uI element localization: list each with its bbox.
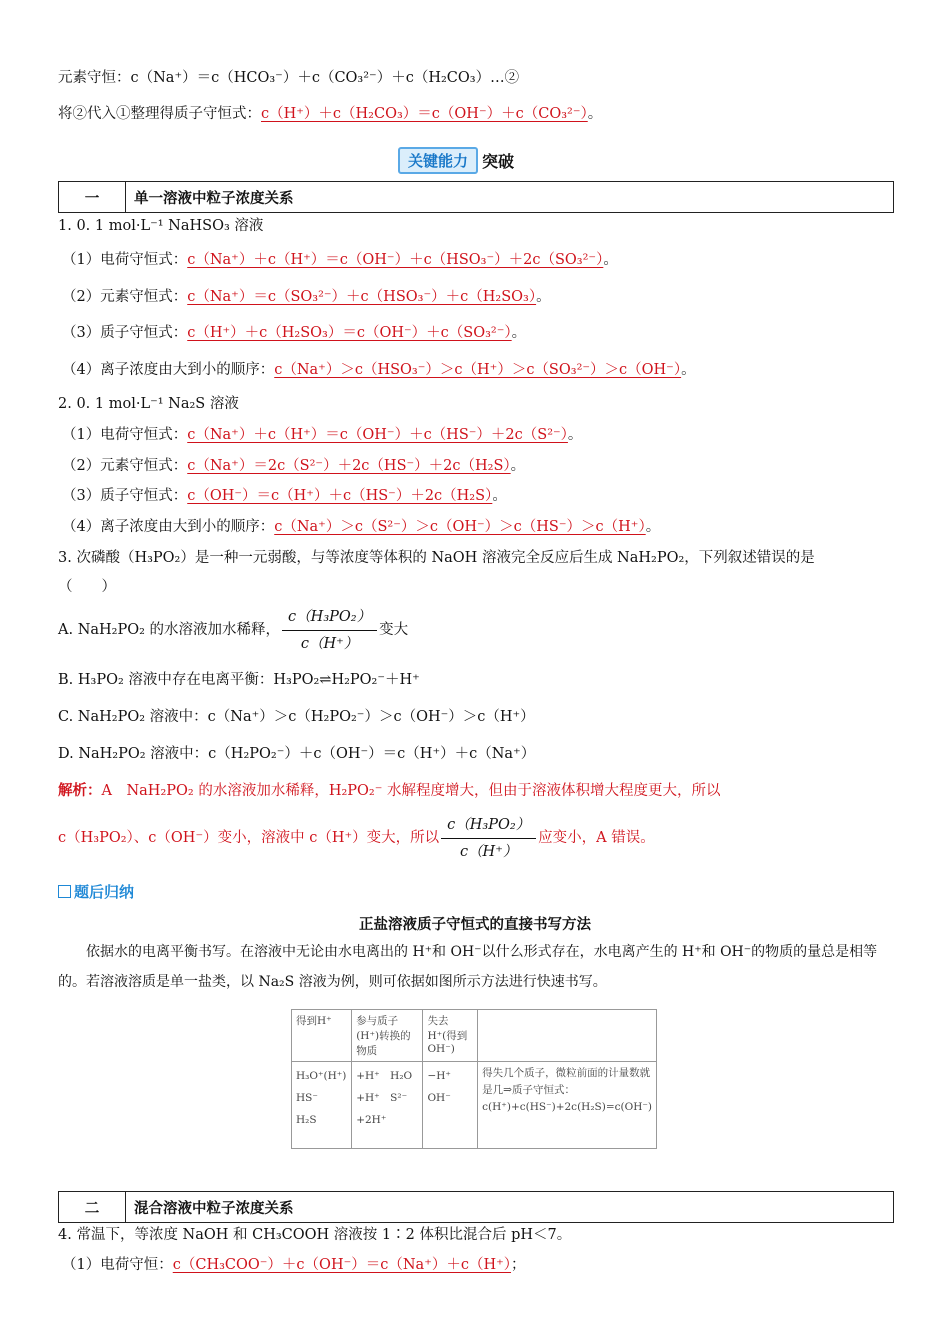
checkbox-icon [58, 885, 71, 898]
question-4-stem: 4. 常温下，等浓度 NaOH 和 CH₃COOH 溶液按 1∶2 体积比混合后 pH＜7。 [58, 1227, 572, 1243]
denominator: c（H⁺） [459, 843, 518, 860]
element-conservation-line: 元素守恒：c（Na⁺）＝c（HCO₃⁻）＋c（CO₃²⁻）＋c（H₂CO₃）…② [58, 70, 520, 86]
item-end: 。 [511, 325, 527, 341]
q4-item-1 [62, 1255, 526, 1275]
option-suffix: 变大 [379, 622, 409, 638]
line-label: 将②代入①整理得质子守恒式： [58, 106, 261, 122]
figure-middle-species: +H⁺ H₂O +H⁺ S²⁻ +2H⁺ [352, 1062, 423, 1149]
question-3-stem: 3. 次磷酸（H₃PO₂）是一种一元弱酸，与等浓度等体积的 NaOH 溶液完全反应后生成 NaH₂PO₂，下列叙述错误的是 [58, 550, 815, 566]
analysis-line-2 [58, 810, 655, 866]
q2-item-4 [62, 517, 660, 537]
section-number: 一 [59, 182, 126, 212]
item-label: （2）元素守恒式： [62, 289, 188, 305]
fraction [282, 606, 377, 655]
denominator: c（H⁺） [300, 635, 359, 652]
banner-black-label: 突破 [482, 151, 515, 171]
summary-title: 正盐溶液质子守恒式的直接书写方法 [359, 917, 591, 933]
figure-header-blank [478, 1010, 657, 1062]
section-header-2 [58, 1191, 894, 1223]
summary-heading [58, 881, 134, 902]
item-label: （2）元素守恒式： [62, 458, 188, 474]
proton-conservation-figure [291, 1009, 657, 1149]
item-end: ； [511, 1257, 526, 1273]
numerator: c（H₃PO₂） [441, 814, 536, 839]
figure-explanation: 得失几个质子，微粒前面的计量数就是几⇒质子守恒式：c(H⁺)+c(HS⁻)+2c(H₂S)=c(OH⁻) [478, 1062, 657, 1149]
analysis-text: A NaH₂PO₂ 的水溶液加水稀释，H₂PO₂⁻ 水解程度增大，但由于溶液体积增大程度更大，所以 [101, 783, 721, 799]
question-3-bracket: （ ） [58, 579, 116, 595]
section-title: 混合溶液中粒子浓度关系 [134, 1200, 294, 1217]
item-end: 。 [603, 252, 618, 268]
analysis-line-1 [58, 781, 721, 801]
summary-paragraph: 依据水的电离平衡书写。在溶液中无论由水电离出的 H⁺和 OH⁻以什么形式存在，水电离产生的 H⁺和 OH⁻的物质的量总是相等的。若溶液溶质是单一盐类，以 Na₂S 溶液为例，则可依据如图所示方法进行快速书写。 [58, 944, 878, 990]
item-label: （3）质子守恒式： [62, 325, 188, 341]
q2-item-2 [62, 456, 525, 476]
answer-text: c（Na⁺）＋c（H⁺）＝c（OH⁻）＋c（HSO₃⁻）＋2c（SO₃²⁻） [187, 252, 604, 268]
figure-header-lose: 失去H⁺(得到OH⁻) [423, 1010, 478, 1062]
q2-item-3 [62, 486, 507, 506]
answer-text: c（Na⁺）＝2c（S²⁻）＋2c（HS⁻）＋2c（H₂S） [187, 458, 511, 474]
answer-text: c（Na⁺）＝c（SO₃²⁻）＋c（HSO₃⁻）＋c（H₂SO₃） [187, 289, 537, 305]
q1-item-3 [62, 323, 526, 343]
option-c: C. NaH₂PO₂ 溶液中：c（Na⁺）＞c（H₂PO₂⁻）＞c（OH⁻）＞c（H⁺） [58, 709, 535, 725]
summary-heading-text: 题后归纳 [74, 883, 135, 901]
figure-header-gain: 得到H⁺ [292, 1010, 352, 1062]
answer-text: c（Na⁺）＞c（HSO₃⁻）＞c（H⁺）＞c（SO₃²⁻）＞c（OH⁻） [274, 362, 682, 378]
item-end: 。 [536, 289, 551, 305]
section-title: 单一溶液中粒子浓度关系 [134, 190, 294, 207]
analysis-text: 应变小，A 错误。 [538, 830, 655, 846]
item-label: （1）电荷守恒： [62, 1257, 173, 1273]
section-number: 二 [59, 1192, 126, 1222]
answer-text: c（H⁺）＋c（H₂CO₃）＝c（OH⁻）＋c（CO₃²⁻） [261, 106, 588, 122]
q2-item-1 [62, 425, 582, 445]
figure-gain-species: H₃O⁺(H⁺) HS⁻ H₂S [292, 1062, 352, 1149]
question-1-title: 1. 0. 1 mol·L⁻¹ NaHSO₃ 溶液 [58, 218, 264, 234]
answer-text: c（Na⁺）＞c（S²⁻）＞c（OH⁻）＞c（HS⁻）＞c（H⁺） [274, 519, 646, 535]
item-label: （1）电荷守恒式： [62, 427, 188, 443]
line-end: 。 [587, 106, 603, 122]
item-label: （3）质子守恒式： [62, 488, 188, 504]
fraction [441, 814, 536, 863]
item-end: 。 [681, 362, 696, 378]
banner-blue-label: 关键能力 [398, 147, 478, 174]
item-label: （1）电荷守恒式： [62, 252, 188, 268]
option-d: D. NaH₂PO₂ 溶液中：c（H₂PO₂⁻）＋c（OH⁻）＝c（H⁺）＋c（Na⁺） [58, 746, 536, 762]
item-label: （4）离子浓度由大到小的顺序： [62, 362, 275, 378]
key-ability-banner [398, 146, 514, 174]
option-label: A. NaH₂PO₂ 的水溶液加水稀释， [58, 622, 281, 638]
answer-text: c（CH₃COO⁻）＋c（OH⁻）＝c（Na⁺）＋c（H⁺） [172, 1257, 512, 1273]
item-label: （4）离子浓度由大到小的顺序： [62, 519, 275, 535]
item-end: 。 [567, 427, 583, 443]
item-end: 。 [510, 458, 526, 474]
q1-item-2 [62, 287, 551, 307]
answer-text: c（Na⁺）＋c（H⁺）＝c（OH⁻）＋c（HS⁻）＋2c（S²⁻） [187, 427, 568, 443]
option-a [58, 602, 408, 658]
analysis-text: c（H₃PO₂）、c（OH⁻）变小，溶液中 c（H⁺）变大，所以 [58, 830, 440, 846]
figure-header-species: 参与质子(H⁺)转换的物质 [352, 1010, 423, 1062]
q1-item-4 [62, 360, 696, 380]
answer-text: c（OH⁻）＝c（H⁺）＋c（HS⁻）＋2c（H₂S） [187, 488, 493, 504]
figure-table [291, 1009, 657, 1149]
item-end: 。 [645, 519, 661, 535]
q1-item-1 [62, 250, 618, 270]
item-end: 。 [492, 488, 507, 504]
figure-lose-species: −H⁺ OH⁻ [423, 1062, 478, 1149]
option-b: B. H₃PO₂ 溶液中存在电离平衡：H₃PO₂⇌H₂PO₂⁻＋H⁺ [58, 672, 420, 688]
section-header-1 [58, 181, 894, 213]
proton-conservation-line [58, 104, 602, 124]
answer-text: c（H⁺）＋c（H₂SO₃）＝c（OH⁻）＋c（SO₃²⁻） [187, 325, 512, 341]
analysis-label: 解析： [58, 783, 102, 799]
question-2-title: 2. 0. 1 mol·L⁻¹ Na₂S 溶液 [58, 396, 239, 412]
numerator: c（H₃PO₂） [282, 606, 377, 631]
